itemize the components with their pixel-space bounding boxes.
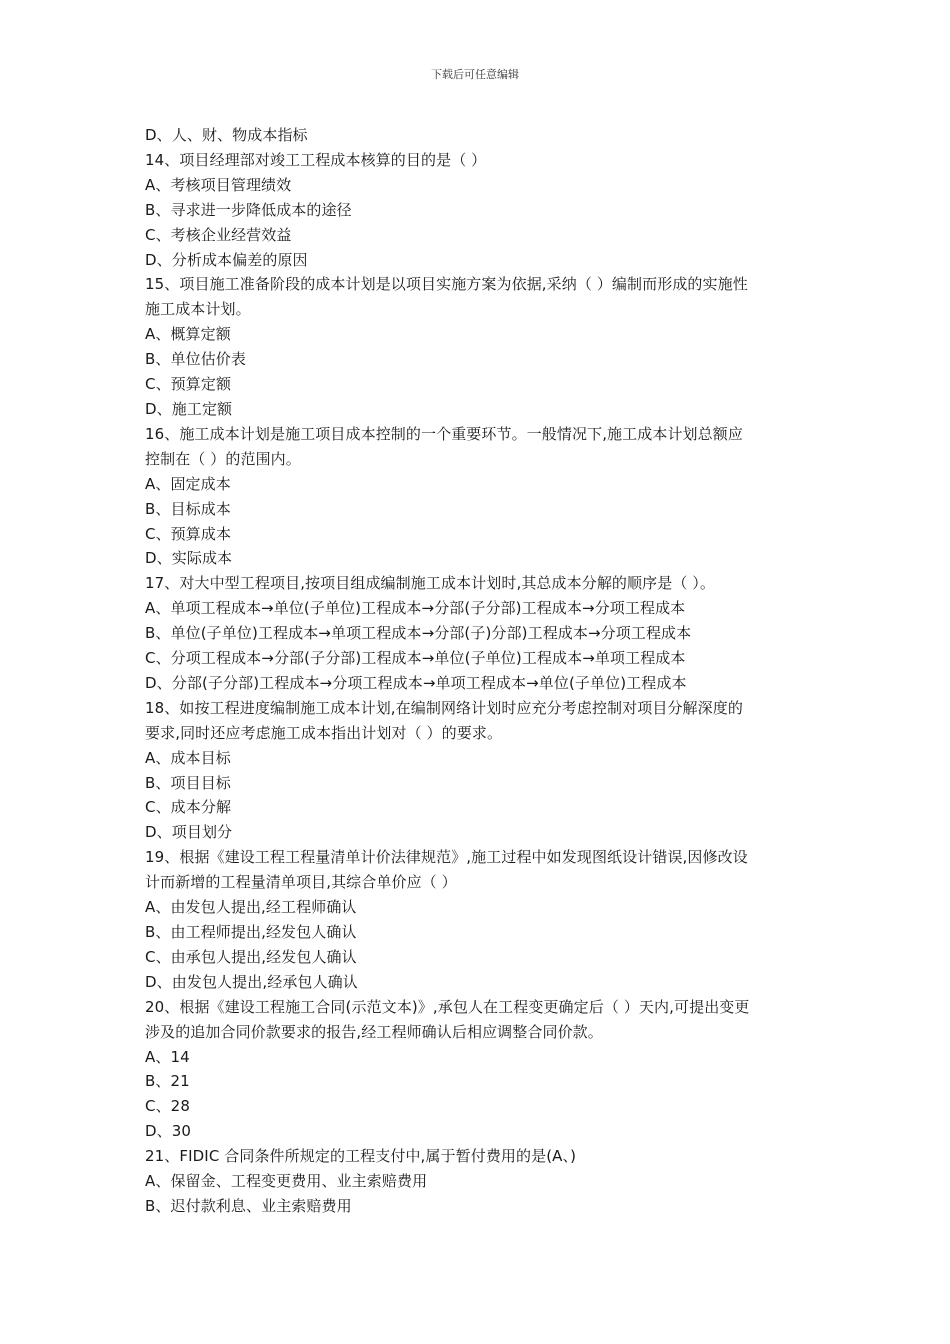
option-line: B、由工程师提出,经发包人确认 [145, 923, 357, 941]
question-line: 17、对大中型工程项目,按项目组成编制施工成本计划时,其总成本分解的顺序是（ ）。 [145, 574, 715, 593]
option-line: C、由承包人提出,经发包人确认 [145, 947, 357, 966]
question-line: 要求,同时还应考虑施工成本指出计划对（ ）的要求。 [145, 723, 503, 742]
question-line: 控制在（ ）的范围内。 [145, 449, 301, 468]
option-line: A、单项工程成本→单位(子单位)工程成本→分部(子分部)工程成本→分项工程成本 [145, 599, 686, 618]
question-line: 15、项目施工准备阶段的成本计划是以项目实施方案为依据,采纳（ ）编制而形成的实施性 [145, 275, 748, 294]
option-line: D、分析成本偏差的原因 [145, 250, 308, 269]
option-line: A、考核项目管理绩效 [145, 175, 292, 194]
option-line: D、分部(子分部)工程成本→分项工程成本→单项工程成本→单位(子单位)工程成本 [145, 673, 687, 692]
option-line: B、单位估价表 [145, 350, 246, 369]
option-line: C、成本分解 [145, 798, 232, 817]
question-line: 19、根据《建设工程工程量清单计价法律规范》,施工过程中如发现图纸设计错误,因修改设 [145, 848, 748, 867]
question-line: 16、施工成本计划是施工项目成本控制的一个重要环节。一般情况下,施工成本计划总额应 [145, 424, 743, 443]
question-line: 涉及的追加合同价款要求的报告,经工程师确认后相应调整合同价款。 [145, 1022, 603, 1041]
question-line: 计而新增的工程量清单项目,其综合单价应（ ） [145, 873, 457, 892]
option-line: B、迟付款利息、业主索赔费用 [145, 1196, 352, 1215]
option-line: A、14 [145, 1047, 190, 1066]
option-line: D、30 [145, 1122, 192, 1141]
option-line: D、实际成本 [145, 549, 233, 568]
option-line: A、固定成本 [145, 474, 231, 493]
option-line: A、成本目标 [145, 748, 231, 767]
option-line: C、考核企业经营效益 [145, 225, 292, 244]
option-line: A、由发包人提出,经工程师确认 [145, 898, 357, 917]
option-line: C、预算成本 [145, 524, 232, 543]
option-line: C、28 [145, 1097, 190, 1116]
option-line: D、人、财、物成本指标 [145, 126, 308, 144]
option-line: B、单位(子单位)工程成本→单项工程成本→分部(子)分部)工程成本→分项工程成本 [145, 624, 692, 643]
question-line: 21、FIDIC 合同条件所规定的工程支付中,属于暂付费用的是(A、) [145, 1147, 577, 1166]
option-line: A、概算定额 [145, 325, 231, 344]
page-header: 下载后可任意编辑 [431, 68, 519, 81]
option-line: B、项目目标 [145, 773, 231, 792]
option-line: D、项目划分 [145, 823, 233, 842]
question-line: 18、如按工程进度编制施工成本计划,在编制网络计划时应充分考虑控制对项目分解深度的 [145, 698, 743, 717]
option-line: A、保留金、工程变更费用、业主索赔费用 [145, 1172, 428, 1191]
option-line: C、预算定额 [145, 375, 232, 394]
question-line: 20、根据《建设工程施工合同(示范文本)》,承包人在工程变更确定后（ ）天内,可提出变更 [145, 997, 750, 1016]
option-line: D、施工定额 [145, 399, 233, 418]
question-line: 14、项目经理部对竣工工程成本核算的目的是（ ） [145, 150, 487, 169]
option-line: D、由发包人提出,经承包人确认 [145, 972, 358, 991]
option-line: C、分项工程成本→分部(子分部)工程成本→单位(子单位)工程成本→单项工程成本 [145, 649, 686, 668]
question-line: 施工成本计划。 [145, 300, 251, 319]
option-line: B、21 [145, 1072, 190, 1091]
option-line: B、目标成本 [145, 499, 231, 518]
document-body [145, 123, 810, 1219]
option-line: B、寻求进一步降低成本的途径 [145, 200, 352, 219]
